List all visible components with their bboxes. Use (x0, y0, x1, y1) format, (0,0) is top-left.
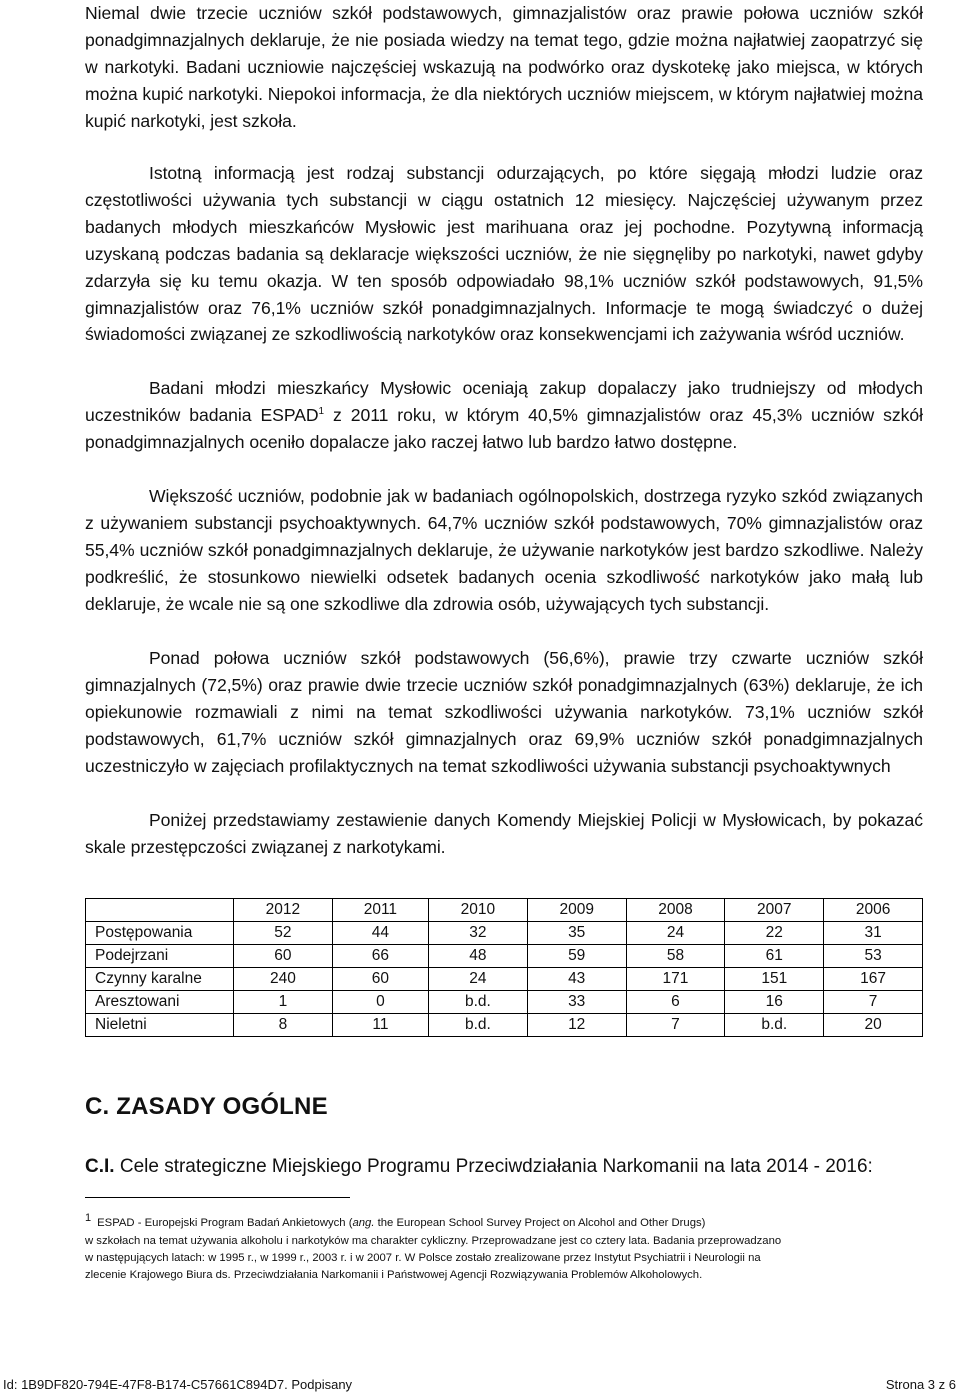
table-row (86, 991, 923, 1014)
table-cell: 32 (429, 922, 528, 945)
footnote-ang: ang. (352, 1217, 375, 1229)
table-cell: 7 (824, 991, 923, 1014)
section-heading: C. ZASADY OGÓLNE (85, 1093, 328, 1120)
table-cell: 48 (429, 945, 528, 968)
table-cell: 24 (429, 968, 528, 991)
paragraph-dopalacze-part1: Badani młodzi mieszkańcy Mysłowic oceniają zakup dopalaczy jako trudniejszy od młodych uczestników badania ESPAD (85, 378, 923, 425)
subsection-number: C.I. (85, 1156, 115, 1177)
table-cell: 240 (234, 968, 333, 991)
footnote-line-2: w szkołach na temat używania alkoholu i narkotyków ma charakter cykliczny. Przeprowadzane jest co cztery lata. Badania przeprowadzano (85, 1235, 782, 1247)
paragraph-dopalacze (85, 375, 923, 456)
table-cell: 22 (725, 922, 824, 945)
table-row (86, 968, 923, 991)
table-year-header: 2006 (824, 899, 923, 922)
table-cell: 12 (527, 1014, 626, 1037)
table-cell: 44 (332, 922, 428, 945)
table-row-label: Nieletni (86, 1014, 234, 1037)
table-cell: 52 (234, 922, 333, 945)
footnote-number: 1 (85, 1212, 92, 1224)
table-cell: 1 (234, 991, 333, 1014)
table-cell: 43 (527, 968, 626, 991)
footnote-reference[interactable]: 1 (318, 405, 325, 417)
table-cell: 11 (332, 1014, 428, 1037)
table-cell: 59 (527, 945, 626, 968)
police-statistics-table (85, 898, 923, 1037)
page-number-footer: Strona 3 z 6 (885, 1377, 956, 1392)
table-year-header: 2009 (527, 899, 626, 922)
table-year-header: 2012 (234, 899, 333, 922)
table-row (86, 1014, 923, 1037)
table-cell: 0 (332, 991, 428, 1014)
table-row-label: Aresztowani (86, 991, 234, 1014)
subsection-title: Cele strategiczne Miejskiego Programu Przeciwdziałania Narkomanii na lata 2014 - 2016: (114, 1156, 873, 1177)
footnote-text-a: ESPAD - Europejski Program Badań Ankietowych ( (97, 1217, 353, 1229)
footnote-line-3: w następujących latach: w 1995 r., w 1999 r., 2003 r. i w 2007 r. W Polsce zostało zrealizowane przez Instytut Psychiatrii i Neurologii na (85, 1252, 761, 1264)
table-cell: 167 (824, 968, 923, 991)
footnote-line-1 (85, 1210, 923, 1232)
subsection-heading (85, 1156, 873, 1178)
footnote-line-4: zlecenie Krajowego Biura ds. Przeciwdziałania Narkomanii i Państwowej Agencji Rozwiązywania Problemów Alkoholowych. (85, 1269, 703, 1281)
paragraph-harm-perception: Większość uczniów, podobnie jak w badaniach ogólnopolskich, dostrzega ryzyko szkód związanych z używaniem substancji psychoaktywnych. 64,7% uczniów szkół podstawowych, 70% gimnazjalistów oraz 55,4% uczniów szkół ponadgimnazjalnych deklaruje, że używanie narkotyków jest bardzo szkodliwe. Należy podkreślić, że stosunkowo niewielki odsetek badanych ocenia szkodliwość narkotyków jako małą lub deklaruje, że wcale nie są one szkodliwe dla zdrowia osób, używających tych substancji. (85, 486, 923, 614)
table-row-label: Czynny karalne (86, 968, 234, 991)
table-cell: 20 (824, 1014, 923, 1037)
table-cell: 151 (725, 968, 824, 991)
table-cell: b.d. (429, 991, 528, 1014)
table-row (86, 945, 923, 968)
table-year-header: 2011 (332, 899, 428, 922)
table-cell: 8 (234, 1014, 333, 1037)
paragraph-police-intro: Poniżej przedstawiamy zestawienie danych Komendy Miejskiej Policji w Mysłowicach, by pokazać skale przestępczości związanej z narkotykami. (85, 810, 923, 857)
table-year-header: 2010 (429, 899, 528, 922)
table-cell: 53 (824, 945, 923, 968)
table-cell: b.d. (725, 1014, 824, 1037)
table-header-row (86, 899, 923, 922)
table-cell: 58 (626, 945, 725, 968)
paragraph-drug-access: Niemal dwie trzecie uczniów szkół podstawowych, gimnazjalistów oraz prawie połowa uczniów szkół ponadgimnazjalnych deklaruje, że nie posiada wiedzy na temat tego, gdzie można najłatwiej zaopatrzyć się w narkotyki. Badani uczniowie najczęściej wskazują na podwórko oraz dyskotekę jako miejsca, w których można kupić narkotyki. Niepokoi informacja, że dla niektórych uczniów miejscem, w którym najłatwiej można kupić narkotyki, jest szkoła. (85, 3, 923, 131)
table-cell: 171 (626, 968, 725, 991)
paragraph-parents-talks: Ponad połowa uczniów szkół podstawowych (56,6%), prawie trzy czwarte uczniów szkół gimnazjalnych (72,5%) oraz prawie dwie trzecie uczniów szkół ponadgimnazjalnych (63%) deklaruje, że ich opiekunowie rozmawiali z nimi na temat szkodliwości używania narkotyków. 73,1% uczniów szkół podstawowych, 61,7% uczniów szkół gimnazjalnych oraz 69,9% uczniów szkół ponadgimnazjalnych uczestniczyło w zajęciach profilaktycznych na temat szkodliwości używania substancji psychoaktywnych (85, 648, 923, 776)
table-row-label: Podejrzani (86, 945, 234, 968)
table-cell: b.d. (429, 1014, 528, 1037)
footnote-separator (85, 1197, 350, 1198)
table-cell: 61 (725, 945, 824, 968)
table-corner-cell (86, 899, 234, 922)
paragraph-dopalacze-part2: z 2011 roku, w którym 40,5% gimnazjalistów oraz 45,3% uczniów szkół ponadgimnazjalnych oceniło dopalacze jako raczej łatwo lub bardzo łatwo dostępne. (85, 404, 923, 452)
table-cell: 66 (332, 945, 428, 968)
table-cell: 6 (626, 991, 725, 1014)
table-cell: 31 (824, 922, 923, 945)
footnote-text-b: the European School Survey Project on Alcohol and Other Drugs) (374, 1217, 706, 1229)
table-cell: 16 (725, 991, 824, 1014)
table-year-header: 2007 (725, 899, 824, 922)
table-row (86, 922, 923, 945)
paragraph-substances: Istotną informacją jest rodzaj substancji odurzających, po które sięgają młodzi ludzie oraz częstotliwości używania tych substancji w ciągu ostatnich 12 miesięcy. Najczęściej używanym przez badanych młodych mieszkańców Mysłowic jest marihuana oraz jej pochodne. Pozytywną informacją uzyskaną podczas badania są deklaracje większości uczniów, że nie sięgnęliby po narkotyki, nawet gdyby zdarzyła się ku temu okazja. W ten sposób odpowiadało 98,1% uczniów szkół podstawowych, 91,5% gimnazjalistów oraz 76,1% uczniów szkół ponadgimnazjalnych. Informacje te mogą świadczyć o dużej świadomości związanej ze szkodliwością narkotyków oraz konsekwencjami ich zażywania wśród uczniów. (85, 163, 923, 345)
table-cell: 60 (332, 968, 428, 991)
table-cell: 35 (527, 922, 626, 945)
table-row-label: Postępowania (86, 922, 234, 945)
table-cell: 33 (527, 991, 626, 1014)
table-year-header: 2008 (626, 899, 725, 922)
table-cell: 60 (234, 945, 333, 968)
document-id-footer: Id: 1B9DF820-794E-47F8-B174-C57661C894D7. Podpisany (3, 1377, 353, 1392)
table-cell: 24 (626, 922, 725, 945)
table-cell: 7 (626, 1014, 725, 1037)
